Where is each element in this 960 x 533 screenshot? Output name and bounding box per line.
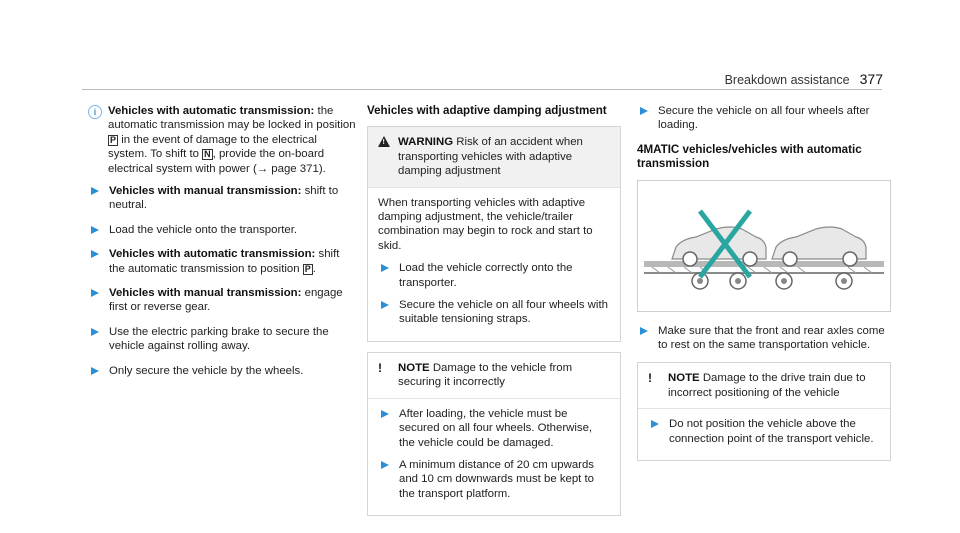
note-header <box>368 353 620 399</box>
warning-body-text: When transporting vehicles with adaptive damping adjustment, the vehicle/trailer combination may begin to rock and start to skid. <box>378 196 593 252</box>
note-header <box>638 363 890 409</box>
arrow-icon <box>91 289 99 297</box>
warning-icon: ! <box>378 136 390 147</box>
warning-label: WARNING <box>398 136 454 149</box>
left-column <box>88 104 356 388</box>
arrow-icon <box>91 250 99 258</box>
step1-text: shift to neutral. <box>109 185 339 212</box>
step-position-p <box>88 247 356 276</box>
step3-end: . <box>312 262 316 275</box>
info-note <box>88 104 356 176</box>
exclamation-icon: ! <box>378 360 382 375</box>
right-step1-text: Secure the vehicle on all four wheels after loading. <box>658 105 870 132</box>
info-bold: Vehicles with automatic transmission: <box>108 105 315 117</box>
step-shift-neutral <box>88 184 356 213</box>
note-body <box>638 409 890 460</box>
right-column <box>637 104 891 471</box>
arrow-icon <box>91 187 99 195</box>
warning-step-1 <box>378 261 610 290</box>
note-body <box>368 399 620 515</box>
header-rule <box>82 89 882 90</box>
step4-text: engage first or reverse gear. <box>109 287 343 314</box>
warning-body <box>368 188 620 341</box>
note-step-1 <box>648 417 880 446</box>
section-title-header: Breakdown assistance <box>724 73 850 87</box>
info-text <box>108 104 356 176</box>
right-step2-text: Make sure that the front and rear axles come to rest on the same transportation vehicle. <box>658 324 885 352</box>
gear-p-icon: P <box>110 134 117 145</box>
step-secure-after-loading <box>637 104 891 133</box>
step-engage-gear <box>88 286 356 315</box>
middle-column <box>367 104 621 526</box>
warning-header <box>368 127 620 187</box>
info-text-2: in the event of damage to the electrical system. To shift to <box>108 133 317 161</box>
step-load-vehicle <box>88 223 356 237</box>
note-box <box>367 352 621 516</box>
step2-text: Load the vehicle onto the transporter. <box>109 223 298 236</box>
note-label: NOTE <box>668 372 700 385</box>
note-label: NOTE <box>398 361 430 374</box>
step4-bold: Vehicles with manual transmission: <box>109 287 302 300</box>
exclamation-icon: ! <box>648 371 652 386</box>
car-transporter-figure <box>638 181 890 311</box>
arrow-icon <box>640 327 648 335</box>
arrow-icon <box>381 410 389 418</box>
warning-step-2 <box>378 298 610 327</box>
info-text-3: , provide the on-board electrical system with power (→ page 371). <box>108 148 326 175</box>
info-text-1: the automatic transmission may be locked in position <box>108 105 356 132</box>
note-box-drive-train <box>637 362 891 461</box>
step1-bold: Vehicles with manual transmission: <box>109 185 302 198</box>
note-step-1 <box>378 407 610 450</box>
transporter-illustration <box>637 180 891 312</box>
right-note-step1-text: Do not position the vehicle above the connection point of the transport vehicle. <box>669 418 874 445</box>
arrow-icon <box>381 264 389 272</box>
step-secure-wheels <box>88 364 356 378</box>
warning-box <box>367 126 621 341</box>
page-header <box>725 71 883 87</box>
warning-text: Risk of an accident when transporting vehicles with adaptive damping adjustment <box>398 136 583 178</box>
note-step1-text: After loading, the vehicle must be secured on all four wheels. Otherwise, the vehicle could be damaged. <box>399 407 593 449</box>
warning-step2-text: Secure the vehicle on all four wheels with suitable tensioning straps. <box>399 299 608 326</box>
section-heading-4matic: 4MATIC vehicles/vehicles with automatic transmission <box>637 142 862 171</box>
arrow-icon <box>381 301 389 309</box>
step-parking-brake <box>88 325 356 354</box>
arrow-icon <box>381 461 389 469</box>
step3-bold: Vehicles with automatic transmission: <box>109 248 316 261</box>
section-heading: Vehicles with adaptive damping adjustment <box>367 104 607 117</box>
note-step-2 <box>378 458 610 501</box>
arrow-icon <box>640 107 648 115</box>
arrow-icon <box>91 328 99 336</box>
step6-text: Only secure the vehicle by the wheels. <box>109 364 304 377</box>
info-icon: i <box>88 105 102 119</box>
arrow-icon <box>91 367 99 375</box>
step5-text: Use the electric parking brake to secure the vehicle against rolling away. <box>109 325 329 353</box>
arrow-icon <box>91 226 99 234</box>
warning-step1-text: Load the vehicle correctly onto the transporter. <box>399 262 573 289</box>
gear-n-icon: N <box>204 149 211 160</box>
step-axles <box>637 324 891 353</box>
arrow-icon <box>651 420 659 428</box>
page-number: 377 <box>859 71 883 87</box>
gear-p-icon: P <box>304 263 311 274</box>
note-text: Damage to the vehicle from securing it incorrectly <box>398 361 573 389</box>
step3-text: shift the automatic transmission to position <box>109 248 340 275</box>
note-step2-text: A minimum distance of 20 cm upwards and 10 cm downwards must be kept to the transport platform. <box>399 458 595 500</box>
note-text: Damage to the drive train due to incorrect positioning of the vehicle <box>668 372 866 399</box>
